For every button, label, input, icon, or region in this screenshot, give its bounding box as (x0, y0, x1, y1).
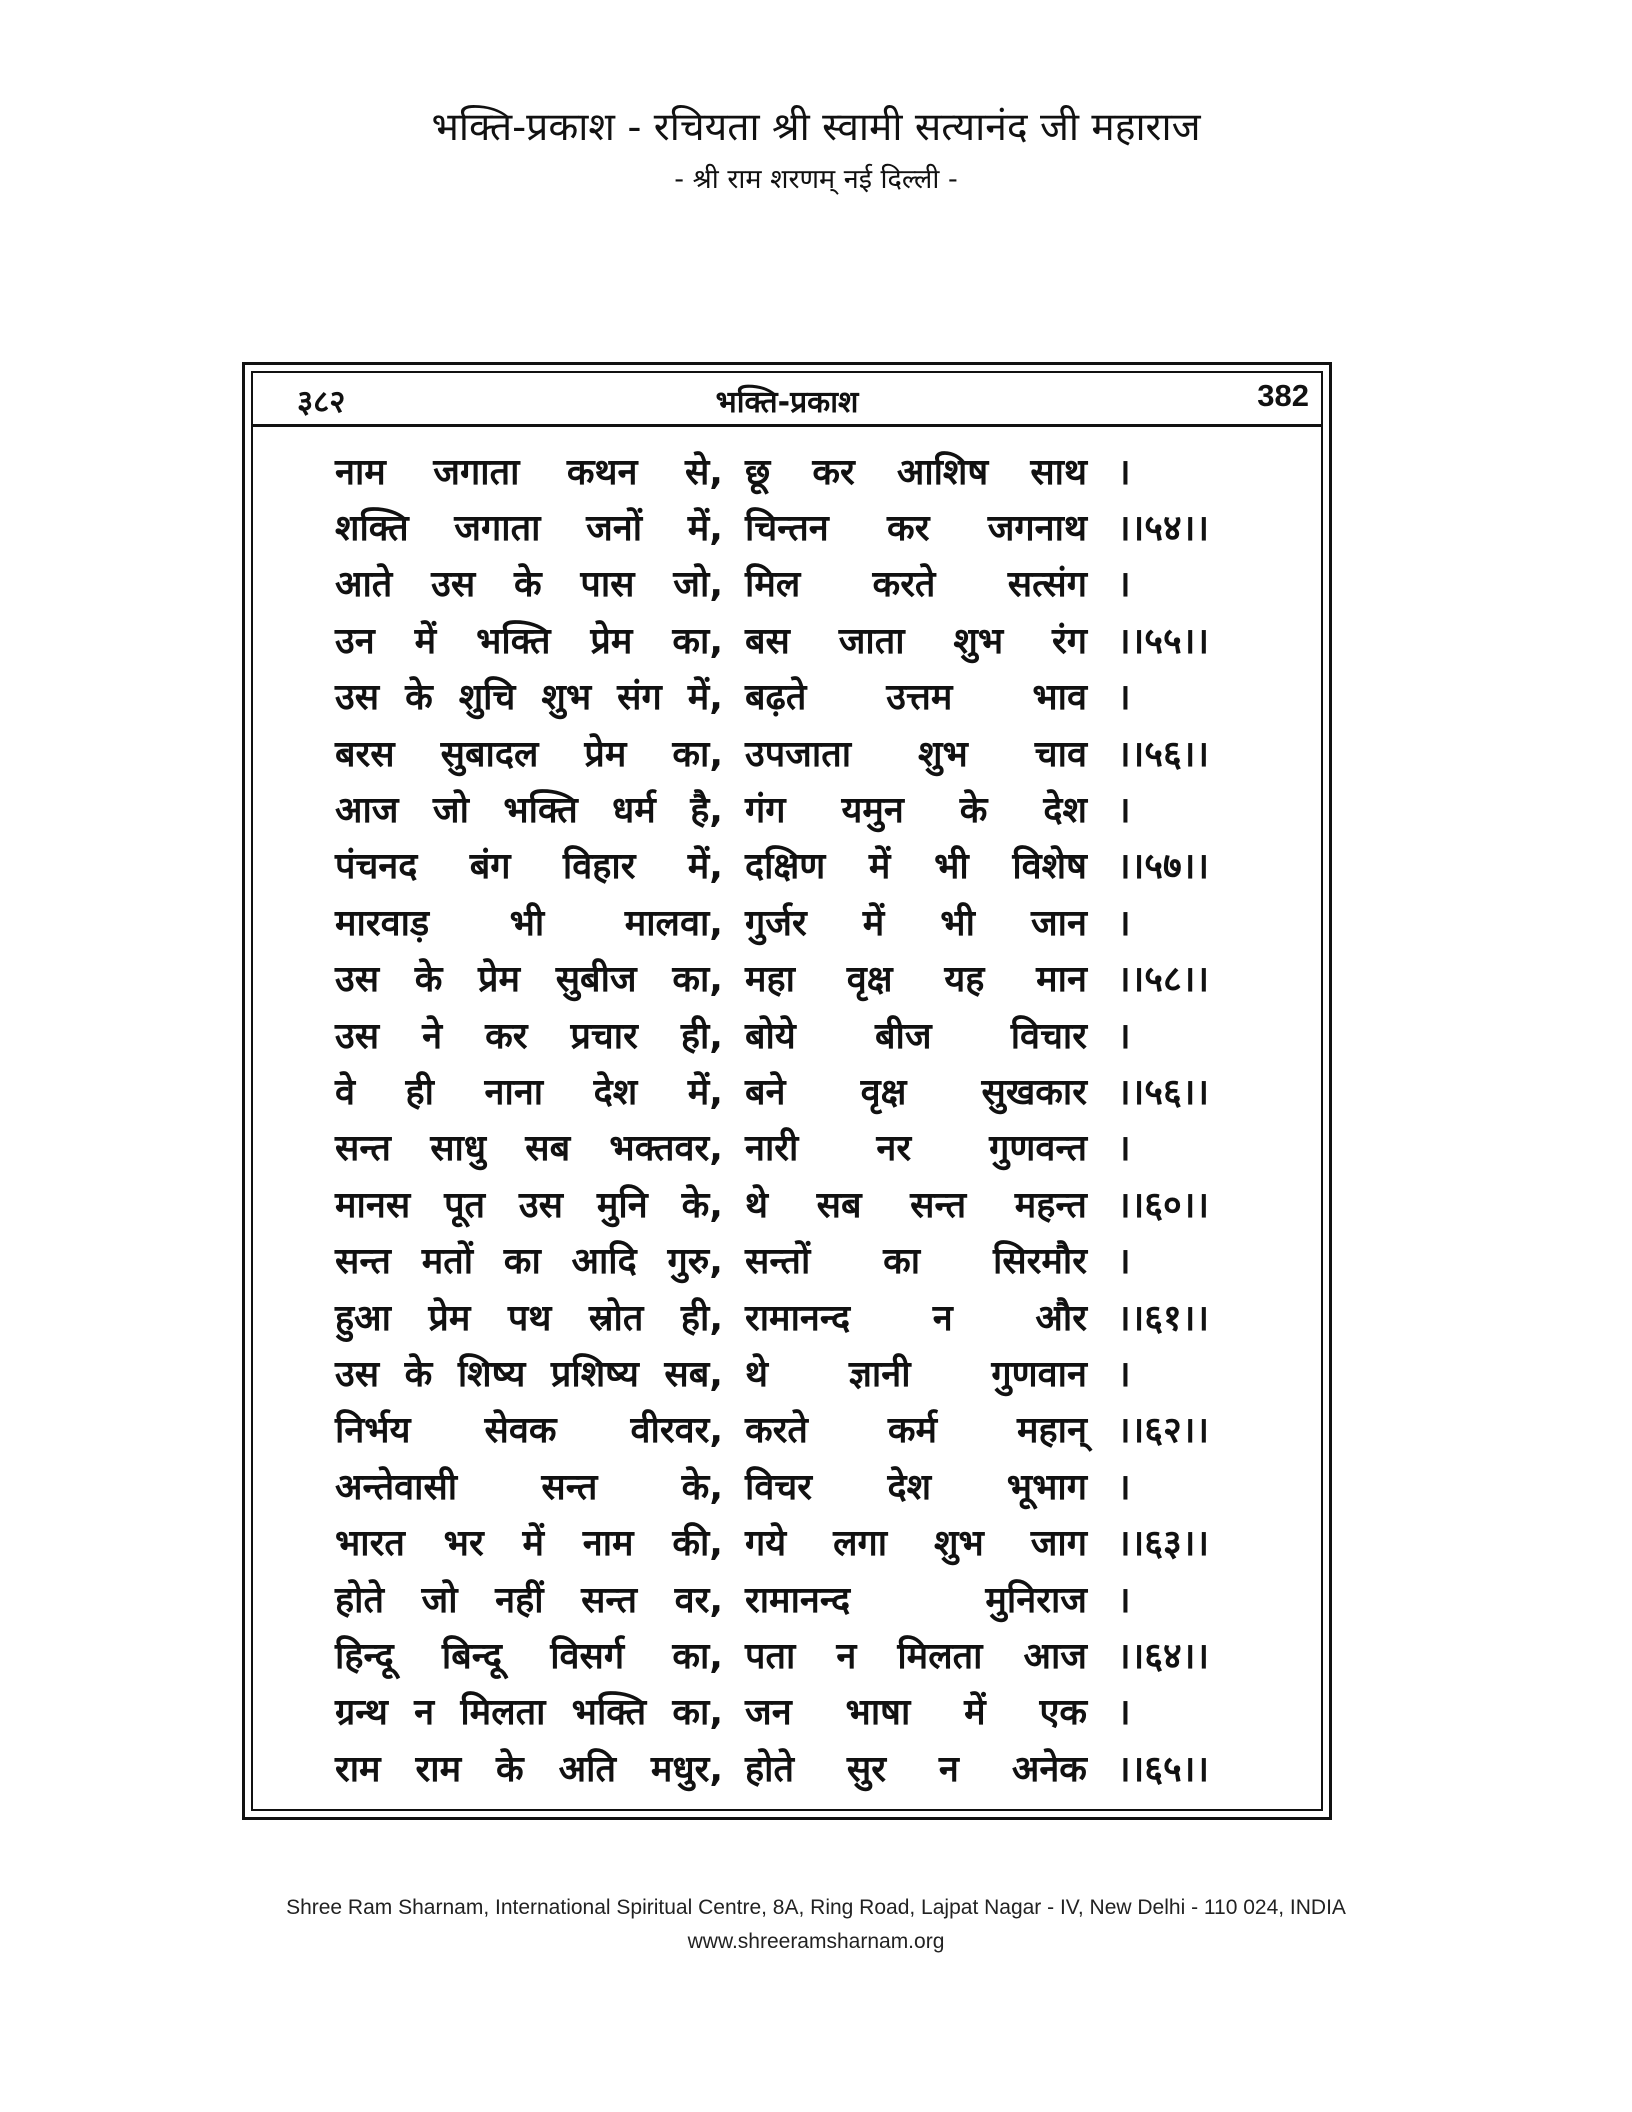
verse-first-half (335, 784, 723, 833)
verse-word: थे (745, 1184, 769, 1226)
document-subtitle: - श्री राम शरणम् नई दिल्ली - (674, 164, 958, 195)
verse-word: ज्ञानी (848, 1353, 911, 1395)
verse-word: ही, (680, 1297, 723, 1339)
verse-word: का, (672, 1692, 723, 1734)
verse-word: प्रेम (584, 733, 627, 775)
verse-word: यमुन (841, 790, 904, 832)
verse-second-half (745, 446, 1087, 495)
verse-word: बरस (335, 733, 395, 775)
verse-second-half (745, 615, 1087, 664)
verse-word: धर्म (612, 790, 656, 832)
verse-line (335, 950, 1270, 1006)
verse-word: उस (335, 1353, 380, 1395)
verse-word: कथन (566, 451, 638, 493)
verse-line (335, 442, 1270, 498)
verse-word: उपजाता (745, 733, 852, 775)
verse-line (335, 498, 1270, 554)
verse-line (335, 1231, 1270, 1287)
verse-line (335, 893, 1270, 949)
verse-first-half (335, 728, 723, 777)
verse-word: वे (335, 1071, 356, 1113)
verse-line (335, 1175, 1270, 1231)
verse-word: जो (421, 1579, 458, 1621)
verse-second-half (745, 840, 1087, 889)
verse-word: सन्त (335, 1128, 391, 1170)
verse-word: उस (518, 1184, 563, 1226)
verse-number: । (1117, 902, 1131, 944)
verse-word: आदि (571, 1241, 637, 1283)
verse-first-half (335, 1179, 723, 1228)
verse-first-half (335, 897, 723, 946)
verse-word: शुभ (541, 677, 592, 719)
verse-number: ।।५६।। (1117, 733, 1210, 775)
verse-word: देश (1043, 790, 1087, 832)
verse-line (335, 1401, 1270, 1457)
verse-first-half (335, 615, 723, 664)
verse-number: । (1117, 1692, 1131, 1734)
verse-word: विचार (1010, 1015, 1087, 1057)
verse-second-half (745, 897, 1087, 946)
verse-number: । (1117, 677, 1131, 719)
verse-word: प्रशिष्य (550, 1353, 639, 1395)
verse-word: के (414, 959, 443, 1001)
verse-word: में (522, 1523, 544, 1565)
verse-word: भर (443, 1523, 484, 1565)
verse-second-half (745, 728, 1087, 777)
verse-first-half (335, 1348, 723, 1397)
verse-word: मानस (335, 1184, 411, 1226)
verse-word: चाव (1034, 733, 1087, 775)
verse-number: । (1117, 1241, 1131, 1283)
verse-word: विचर (745, 1466, 812, 1508)
verse-word: भारत (335, 1523, 405, 1565)
verse-first-half (335, 671, 723, 720)
verse-word: का, (672, 733, 723, 775)
verse-number: ।।६५।। (1117, 1748, 1210, 1790)
verse-first-half (335, 1010, 723, 1059)
verse-first-half (335, 1066, 723, 1115)
verse-word: हिन्दू (335, 1635, 394, 1677)
verse-word: सन्तों (745, 1241, 811, 1283)
verse-word: पूत (444, 1184, 486, 1226)
verse-first-half (335, 1122, 723, 1171)
verse-word: भाषा (845, 1692, 911, 1734)
verse-second-half (745, 1122, 1087, 1171)
verse-word: का, (672, 1635, 723, 1677)
verse-second-half (745, 1348, 1087, 1397)
page-number: 382 (1257, 378, 1309, 413)
verse-word: बंग (469, 846, 511, 888)
verse-number: ।।६२।। (1117, 1410, 1210, 1452)
verse-word: अन्तेवासी (335, 1466, 458, 1508)
verse-word: उत्तम (886, 677, 953, 719)
verse-second-half (745, 558, 1087, 607)
verse-word: जाता (838, 620, 905, 662)
verse-word: न (414, 1692, 435, 1734)
verse-line (335, 1683, 1270, 1739)
verse-word: विसर्ग (550, 1635, 625, 1677)
verse-word: है, (690, 790, 723, 832)
verse-word: निर्भय (335, 1410, 411, 1452)
verse-word: रंग (1051, 620, 1087, 662)
verse-word: जो (432, 790, 469, 832)
verse-second-half (745, 784, 1087, 833)
verse-line (335, 724, 1270, 780)
verse-word: सत्संग (1007, 564, 1087, 606)
verse-line (335, 1344, 1270, 1400)
verse-word: जनों (586, 508, 643, 550)
verse-line (335, 1119, 1270, 1175)
verse-second-half (745, 1292, 1087, 1341)
verse-word: यह (944, 959, 985, 1001)
verse-word: जगनाथ (987, 508, 1087, 550)
verse-word: के (405, 677, 433, 719)
running-title: भक्ति-प्रकाश (715, 385, 859, 420)
verse-word: छू (745, 451, 771, 493)
verse-word: आशिष (896, 451, 989, 493)
verse-second-half (745, 1010, 1087, 1059)
verse-word: प्रेम (478, 959, 521, 1001)
verse-word: नारी (745, 1128, 799, 1170)
verse-first-half (335, 1743, 723, 1792)
verse-word: के, (681, 1184, 723, 1226)
verse-word: जगाता (433, 451, 520, 493)
verse-word: मधुर, (650, 1748, 723, 1790)
verse-word: होते (335, 1579, 384, 1621)
verse-second-half (745, 671, 1087, 720)
verse-word: सन्त (910, 1184, 967, 1226)
verse-second-half (745, 1404, 1087, 1453)
verse-number: । (1117, 1128, 1131, 1170)
verse-word: नर (876, 1128, 912, 1170)
verse-word: भाव (1032, 677, 1087, 719)
verse-first-half (335, 1574, 723, 1623)
verse-word: देश (887, 1466, 932, 1508)
verse-word: भक्ति (571, 1692, 647, 1734)
verse-second-half (745, 502, 1087, 551)
verse-word: संग (617, 677, 662, 719)
verse-word: दक्षिण (745, 846, 826, 888)
verse-word: विशेष (1012, 846, 1087, 888)
verse-line (335, 1006, 1270, 1062)
verse-word: बने (745, 1071, 786, 1113)
verse-word: में, (687, 677, 723, 719)
verse-word: सन्त (541, 1466, 598, 1508)
verse-word: होते (745, 1748, 794, 1790)
verse-second-half (745, 1686, 1087, 1735)
verse-line (335, 1626, 1270, 1682)
verse-word: के (496, 1748, 524, 1790)
verse-word: चिन्तन (745, 508, 829, 550)
verse-word: शुभ (918, 733, 968, 775)
verse-word: का (883, 1241, 921, 1283)
verse-word: वृक्ष (846, 959, 893, 1001)
verse-second-half (745, 1743, 1087, 1792)
verse-word: अति (558, 1748, 616, 1790)
verse-word: पंचनद (335, 846, 418, 888)
verse-word: अनेक (1011, 1748, 1087, 1790)
verse-word: स्रोत (588, 1297, 644, 1339)
verse-word: में, (687, 1071, 723, 1113)
verse-word: राम (335, 1748, 381, 1790)
verse-number: । (1117, 790, 1131, 832)
verse-word: उन (335, 620, 375, 662)
verse-word: गुरु, (667, 1241, 723, 1283)
verse-word: से, (684, 451, 723, 493)
verse-word: सिरमौर (993, 1241, 1087, 1283)
verse-word: महान् (1017, 1410, 1087, 1452)
verse-word: में, (687, 846, 723, 888)
verse-word: में, (687, 508, 723, 550)
verse-word: में (868, 846, 891, 888)
verse-word: मिलता (460, 1692, 546, 1734)
verse-number: ।।६३।। (1117, 1523, 1210, 1565)
verse-word: राम (415, 1748, 462, 1790)
verse-word: ही (405, 1071, 434, 1113)
verse-word: जन (745, 1692, 792, 1734)
verse-word: की, (672, 1523, 723, 1565)
verse-first-half (335, 1292, 723, 1341)
verse-word: महन्त (1014, 1184, 1087, 1226)
verse-number: ।।६१।। (1117, 1297, 1210, 1339)
verse-line (335, 1570, 1270, 1626)
verse-word: भी (934, 846, 969, 888)
verse-line (335, 611, 1270, 667)
verse-number: । (1117, 1015, 1131, 1057)
verse-word: उस (335, 677, 380, 719)
verse-word: भक्तवर, (609, 1128, 723, 1170)
verse-second-half (745, 1574, 1087, 1623)
verse-word: और (1035, 1297, 1087, 1339)
verse-word: नहीं (495, 1579, 544, 1621)
verse-word: सब (525, 1128, 571, 1170)
verse-line (335, 668, 1270, 724)
verse-word: मालवा, (624, 902, 723, 944)
verse-word: न (932, 1297, 953, 1339)
verse-number: ।।५४।। (1117, 508, 1210, 550)
verse-first-half (335, 502, 723, 551)
verse-word: आज (1023, 1635, 1087, 1677)
verse-word: सुबीज (555, 959, 637, 1001)
verse-word: नाम (335, 451, 386, 493)
verse-word: आज (335, 790, 399, 832)
verse-second-half (745, 1517, 1087, 1566)
verse-line (335, 1288, 1270, 1344)
verse-word: जान (1030, 902, 1087, 944)
verse-word: शुभ (933, 1523, 984, 1565)
verse-word: जगाता (454, 508, 541, 550)
verse-first-half (335, 1686, 723, 1735)
verse-word: मुनि (596, 1184, 648, 1226)
verse-first-half (335, 1461, 723, 1510)
verse-word: उस (335, 1015, 380, 1057)
verse-word: उस (335, 959, 380, 1001)
verse-line (335, 1062, 1270, 1118)
verse-word: वर, (674, 1579, 723, 1621)
verse-line (335, 780, 1270, 836)
verse-word: मिल (745, 564, 801, 606)
footer-website: www.shreeramsharnam.org (687, 1930, 945, 1953)
verse-word: शक्ति (335, 508, 409, 550)
verse-word: विहार (562, 846, 636, 888)
verse-word: भी (509, 902, 545, 944)
verse-word: ही, (680, 1015, 723, 1057)
verse-word: गये (745, 1523, 787, 1565)
verse-word: सुर (846, 1748, 886, 1790)
verse-first-half (335, 1404, 723, 1453)
verse-word: शुभ (953, 620, 1004, 662)
verse-word: एक (1039, 1692, 1087, 1734)
verse-line (335, 1457, 1270, 1513)
header-rule (253, 424, 1321, 427)
verse-word: में (964, 1692, 986, 1734)
verse-word: जो, (673, 564, 723, 606)
verse-word: कर (887, 508, 930, 550)
verse-word: मिलता (897, 1635, 983, 1677)
verse-first-half (335, 953, 723, 1002)
footer-address: Shree Ram Sharnam, International Spiritual Centre, 8A, Ring Road, Lajpat Nagar - IV, New Delhi - 110 024, INDIA (286, 1896, 1346, 1919)
verse-word: शिष्य (457, 1353, 526, 1395)
verse-word: मारवाड़ (335, 902, 430, 944)
verse-word: मतों (421, 1241, 474, 1283)
verse-number: । (1117, 564, 1131, 606)
verse-word: हुआ (335, 1297, 391, 1339)
verse-word: पास (580, 564, 635, 606)
verse-word: में (414, 620, 437, 662)
verse-word: कर (812, 451, 855, 493)
verse-word: न (836, 1635, 857, 1677)
verse-word: बस (745, 620, 790, 662)
document-title: भक्ति-प्रकाश - रचियता श्री स्वामी सत्यानंद जी महाराज (431, 105, 1201, 150)
verse-block (335, 442, 1270, 1795)
verse-word: के (959, 790, 988, 832)
verse-second-half (745, 1066, 1087, 1115)
verse-word: वीरवर, (630, 1410, 723, 1452)
verse-second-half (745, 953, 1087, 1002)
verse-word: ने (422, 1015, 443, 1057)
verse-word: सन्त (581, 1579, 638, 1621)
verse-word: में (862, 902, 885, 944)
verse-word: सब (816, 1184, 862, 1226)
verse-second-half (745, 1235, 1087, 1284)
verse-word: कर्म (887, 1410, 938, 1452)
verse-word: शुचि (458, 677, 516, 719)
verse-word: नाना (484, 1071, 544, 1113)
verse-word: ग्रन्थ (335, 1692, 388, 1734)
verse-word: प्रेम (428, 1297, 471, 1339)
verse-word: नाम (582, 1523, 634, 1565)
verse-word: भक्ति (503, 790, 578, 832)
verse-second-half (745, 1461, 1087, 1510)
verse-word: उस (431, 564, 476, 606)
verse-word: गुर्जर (745, 902, 807, 944)
verse-number: । (1117, 1579, 1131, 1621)
verse-word: गुणवन्त (989, 1128, 1087, 1170)
verse-word: आते (335, 564, 393, 606)
verse-word: वृक्ष (860, 1071, 907, 1113)
verse-word: बिन्दू (441, 1635, 502, 1677)
verse-word: साथ (1030, 451, 1087, 493)
verse-number: ।।५७।। (1117, 846, 1210, 888)
verse-word: का, (672, 959, 723, 1001)
verse-word: भक्ति (476, 620, 551, 662)
verse-second-half (745, 1630, 1087, 1679)
verse-word: पता (745, 1635, 796, 1677)
verse-word: प्रचार (570, 1015, 638, 1057)
verse-word: गंग (745, 790, 786, 832)
verse-word: रामानन्द (745, 1297, 851, 1339)
verse-word: साधु (430, 1128, 487, 1170)
verse-word: का, (672, 620, 723, 662)
verse-word: सेवक (484, 1410, 557, 1452)
verse-line (335, 1739, 1270, 1795)
verse-word: के (404, 1353, 433, 1395)
verse-word: कर (485, 1015, 528, 1057)
verse-word: मुनिराज (985, 1579, 1087, 1621)
verse-word: करते (745, 1410, 808, 1452)
verse-second-half (745, 1179, 1087, 1228)
verse-word: न (938, 1748, 959, 1790)
verse-line (335, 1513, 1270, 1569)
verse-number: ।।५८।। (1117, 959, 1210, 1001)
page-number-devanagari: ३८२ (297, 384, 346, 420)
verse-word: गुणवान (991, 1353, 1087, 1395)
verse-number: । (1117, 451, 1131, 493)
verse-word: सन्त (335, 1241, 391, 1283)
verse-number: । (1117, 1466, 1131, 1508)
verse-first-half (335, 1630, 723, 1679)
verse-first-half (335, 446, 723, 495)
verse-word: सुखकार (981, 1071, 1087, 1113)
verse-word: भूभाग (1006, 1466, 1087, 1508)
verse-word: करते (872, 564, 936, 606)
verse-number: । (1117, 1353, 1131, 1395)
verse-word: महा (745, 959, 795, 1001)
verse-first-half (335, 558, 723, 607)
verse-word: लगा (833, 1523, 888, 1565)
verse-word: बीज (874, 1015, 932, 1057)
verse-word: पथ (507, 1297, 552, 1339)
verse-word: प्रेम (590, 620, 633, 662)
verse-word: के (513, 564, 542, 606)
verse-word: बोये (745, 1015, 796, 1057)
verse-number: ।।६०।। (1117, 1184, 1210, 1226)
verse-word: रामानन्द (745, 1579, 851, 1621)
verse-number: ।।६४।। (1117, 1635, 1210, 1677)
verse-word: देश (593, 1071, 638, 1113)
verse-word: का (503, 1241, 541, 1283)
verse-word: भी (940, 902, 975, 944)
verse-first-half (335, 840, 723, 889)
verse-number: ।।५५।। (1117, 620, 1210, 662)
verse-word: के, (681, 1466, 723, 1508)
verse-first-half (335, 1517, 723, 1566)
verse-word: सुबादल (440, 733, 539, 775)
verse-first-half (335, 1235, 723, 1284)
verse-word: जाग (1030, 1523, 1087, 1565)
verse-word: बढ़ते (745, 677, 807, 719)
verse-line (335, 555, 1270, 611)
verse-word: थे (745, 1353, 769, 1395)
page-header (251, 372, 1323, 424)
verse-word: मान (1036, 959, 1087, 1001)
verse-word: सब, (664, 1353, 723, 1395)
verse-number: ।।५६।। (1117, 1071, 1210, 1113)
verse-line (335, 837, 1270, 893)
